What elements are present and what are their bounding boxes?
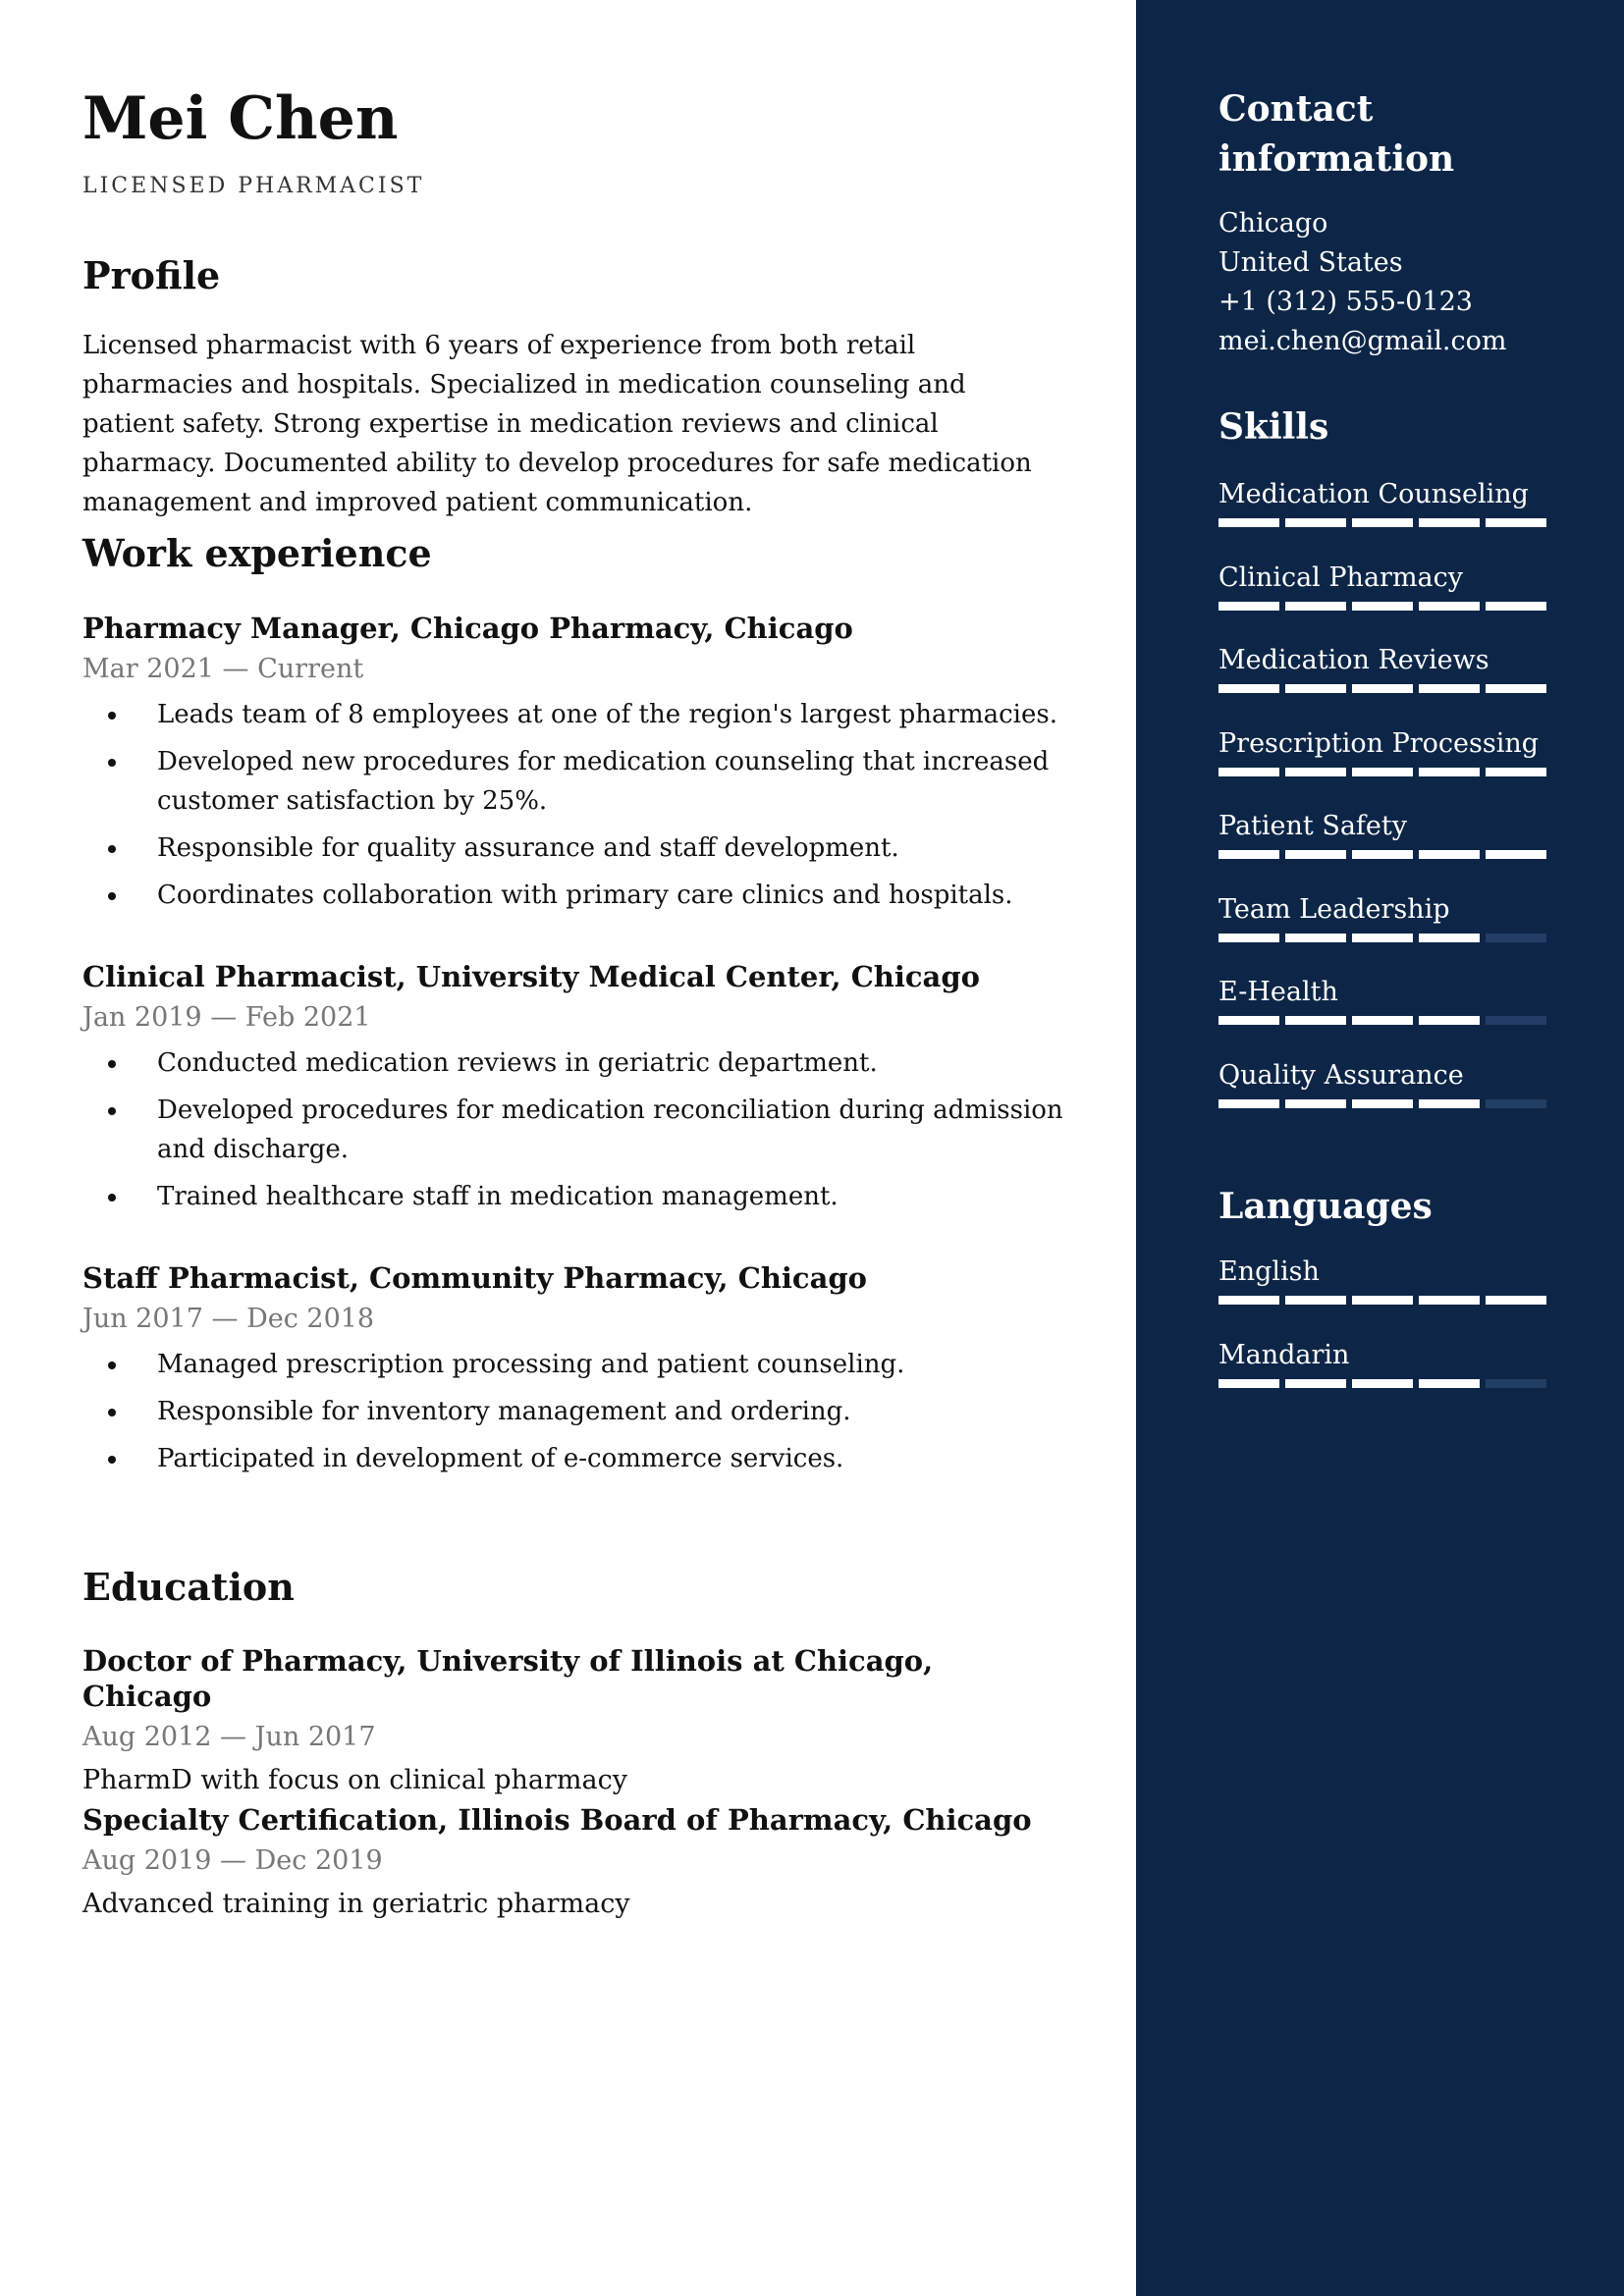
skill-level-segment	[1285, 768, 1346, 776]
language-name: Mandarin	[1218, 1339, 1350, 1370]
job-bullet-list	[82, 695, 1064, 915]
education-entry-description: PharmD with focus on clinical pharmacy	[82, 1765, 627, 1795]
skill-level-segment	[1218, 518, 1279, 527]
education-entry	[82, 1643, 1064, 1798]
skill-level-segment	[1218, 602, 1279, 611]
education-entry-dates: Aug 2012 — Jun 2017	[82, 1722, 376, 1752]
job-bullet: • Responsible for quality assurance and staff development.	[130, 828, 1064, 868]
language-level-segment	[1285, 1296, 1346, 1305]
skill-level-segment	[1352, 1099, 1413, 1108]
language-level-segment	[1352, 1296, 1413, 1305]
job-bullet: • Coordinates collaboration with primary care clinics and hospitals.	[130, 876, 1064, 915]
skill-name: Medication Counseling	[1218, 479, 1529, 509]
skill-level-segment	[1285, 1099, 1346, 1108]
contact-email: mei.chen@gmail.com	[1218, 326, 1507, 356]
skill-level-segment	[1285, 602, 1346, 611]
skill-level-bar	[1218, 1016, 1546, 1025]
skill-level-segment	[1486, 768, 1546, 776]
skill-level-segment	[1419, 934, 1480, 942]
contact-list	[1218, 204, 1507, 361]
language-level-segment	[1486, 1379, 1546, 1388]
skill-name: E-Health	[1218, 977, 1338, 1007]
contact-city: Chicago	[1218, 208, 1328, 239]
skill-item	[1218, 973, 1546, 1056]
job-entry-dates: Jun 2017 — Dec 2018	[82, 1304, 375, 1334]
job-bullet-list	[82, 1345, 1064, 1478]
skill-level-segment	[1419, 518, 1480, 527]
skill-level-bar	[1218, 850, 1546, 859]
skill-name: Medication Reviews	[1218, 645, 1489, 675]
job-bullet: • Responsible for inventory management and ordering.	[130, 1392, 1064, 1431]
skill-level-segment	[1486, 934, 1546, 942]
education-heading: Education	[82, 1565, 295, 1609]
job-entry	[82, 611, 1064, 923]
education-entry	[82, 1802, 1064, 1922]
job-bullet: • Conducted medication reviews in geriatric department.	[130, 1043, 1064, 1083]
education-entry-description: Advanced training in geriatric pharmacy	[82, 1889, 630, 1919]
skill-level-segment	[1486, 518, 1546, 527]
job-entry	[82, 959, 1064, 1224]
skill-level-segment	[1218, 684, 1279, 693]
skill-name: Quality Assurance	[1218, 1059, 1464, 1091]
job-entry-title: Staff Pharmacist, Community Pharmacy, Chicago	[82, 1261, 867, 1295]
profile-heading: Profile	[82, 253, 221, 297]
skill-level-segment	[1285, 518, 1346, 527]
skill-item	[1218, 1056, 1546, 1140]
profile-text: Licensed pharmacist with 6 years of experience from both retail pharmacies and hospitals. Specialized in medication counseling and patient safety. Strong expertise in medication reviews and clinical pharmacy. Documented ability to develop procedures for safe medication management and improved patient communication.	[82, 331, 1032, 517]
skill-level-segment	[1218, 1099, 1279, 1108]
job-entry-dates: Jan 2019 — Feb 2021	[82, 1002, 371, 1033]
skill-level-segment	[1352, 768, 1413, 776]
sidebar	[1136, 0, 1624, 2296]
skill-item	[1218, 475, 1546, 559]
language-item	[1218, 1336, 1546, 1419]
skill-level-bar	[1218, 602, 1546, 611]
skill-level-bar	[1218, 518, 1546, 527]
job-bullet-list	[82, 1043, 1064, 1216]
skills-list	[1218, 475, 1546, 1139]
skill-item	[1218, 559, 1546, 642]
skill-name: Clinical Pharmacy	[1218, 561, 1464, 593]
skill-level-bar	[1218, 934, 1546, 942]
skill-level-segment	[1285, 1016, 1346, 1025]
skill-level-segment	[1218, 850, 1279, 859]
language-level-segment	[1486, 1296, 1546, 1305]
skill-level-segment	[1352, 850, 1413, 859]
skill-level-segment	[1486, 850, 1546, 859]
skill-name: Team Leadership	[1218, 893, 1450, 925]
skill-level-segment	[1218, 1016, 1279, 1025]
skill-level-segment	[1218, 934, 1279, 942]
languages-heading: Languages	[1218, 1186, 1433, 1227]
contact-country: United States	[1218, 247, 1403, 278]
skill-item	[1218, 890, 1546, 974]
skill-level-segment	[1218, 768, 1279, 776]
job-entry-dates: Mar 2021 — Current	[82, 654, 364, 684]
skill-level-segment	[1419, 1099, 1480, 1108]
skill-level-segment	[1486, 1016, 1546, 1025]
contact-heading: Contact information	[1218, 88, 1455, 180]
language-level-segment	[1218, 1296, 1279, 1305]
language-level-bar	[1218, 1379, 1546, 1388]
skill-level-segment	[1285, 850, 1346, 859]
skill-level-segment	[1352, 1016, 1413, 1025]
skill-level-segment	[1285, 934, 1346, 942]
job-title: LICENSED PHARMACIST	[82, 174, 425, 198]
skill-level-segment	[1285, 684, 1346, 693]
job-bullet: • Participated in development of e-commerce services.	[130, 1439, 1064, 1478]
skill-level-segment	[1419, 602, 1480, 611]
skills-heading: Skills	[1218, 406, 1329, 448]
education-entry-title: Doctor of Pharmacy, University of Illinois at Chicago, Chicago	[82, 1644, 934, 1713]
education-entry-dates: Aug 2019 — Dec 2019	[82, 1845, 383, 1876]
job-bullet: • Managed prescription processing and patient counseling.	[130, 1345, 1064, 1384]
job-bullet: • Developed procedures for medication reconciliation during admission and discharge.	[130, 1091, 1064, 1169]
skill-item	[1218, 641, 1546, 724]
languages-list	[1218, 1253, 1546, 1418]
skill-level-segment	[1419, 684, 1480, 693]
skill-level-bar	[1218, 684, 1546, 693]
language-level-segment	[1285, 1379, 1346, 1388]
skill-name: Prescription Processing	[1218, 727, 1540, 759]
language-level-segment	[1419, 1379, 1480, 1388]
language-name: English	[1218, 1256, 1320, 1287]
skill-level-bar	[1218, 768, 1546, 776]
skill-level-segment	[1419, 850, 1480, 859]
language-level-segment	[1352, 1379, 1413, 1388]
skill-item	[1218, 807, 1546, 890]
skill-name: Patient Safety	[1218, 811, 1408, 841]
skill-item	[1218, 724, 1546, 808]
language-level-bar	[1218, 1296, 1546, 1305]
job-bullet: • Leads team of 8 employees at one of the region's largest pharmacies.	[130, 695, 1064, 734]
language-level-segment	[1419, 1296, 1480, 1305]
language-item	[1218, 1253, 1546, 1336]
job-entry-title: Pharmacy Manager, Chicago Pharmacy, Chicago	[82, 612, 853, 645]
job-bullet: • Trained healthcare staff in medication management.	[130, 1177, 1064, 1216]
job-entry	[82, 1260, 1064, 1486]
skill-level-segment	[1419, 768, 1480, 776]
job-bullet: • Developed new procedures for medication counseling that increased customer satisfaction by 25%.	[130, 742, 1064, 821]
candidate-name: Mei Chen	[82, 84, 399, 153]
skill-level-segment	[1352, 684, 1413, 693]
skill-level-segment	[1352, 602, 1413, 611]
skill-level-segment	[1352, 934, 1413, 942]
education-entry-title: Specialty Certification, Illinois Board of Pharmacy, Chicago	[82, 1803, 1032, 1837]
skill-level-segment	[1486, 684, 1546, 693]
language-level-segment	[1218, 1379, 1279, 1388]
work-experience-heading: Work experience	[82, 531, 432, 575]
contact-phone: +1 (312) 555-0123	[1218, 287, 1473, 317]
skill-level-segment	[1486, 1099, 1546, 1108]
job-entry-title: Clinical Pharmacist, University Medical Center, Chicago	[82, 960, 980, 993]
skill-level-segment	[1352, 518, 1413, 527]
skill-level-bar	[1218, 1099, 1546, 1108]
skill-level-segment	[1419, 1016, 1480, 1025]
skill-level-segment	[1486, 602, 1546, 611]
